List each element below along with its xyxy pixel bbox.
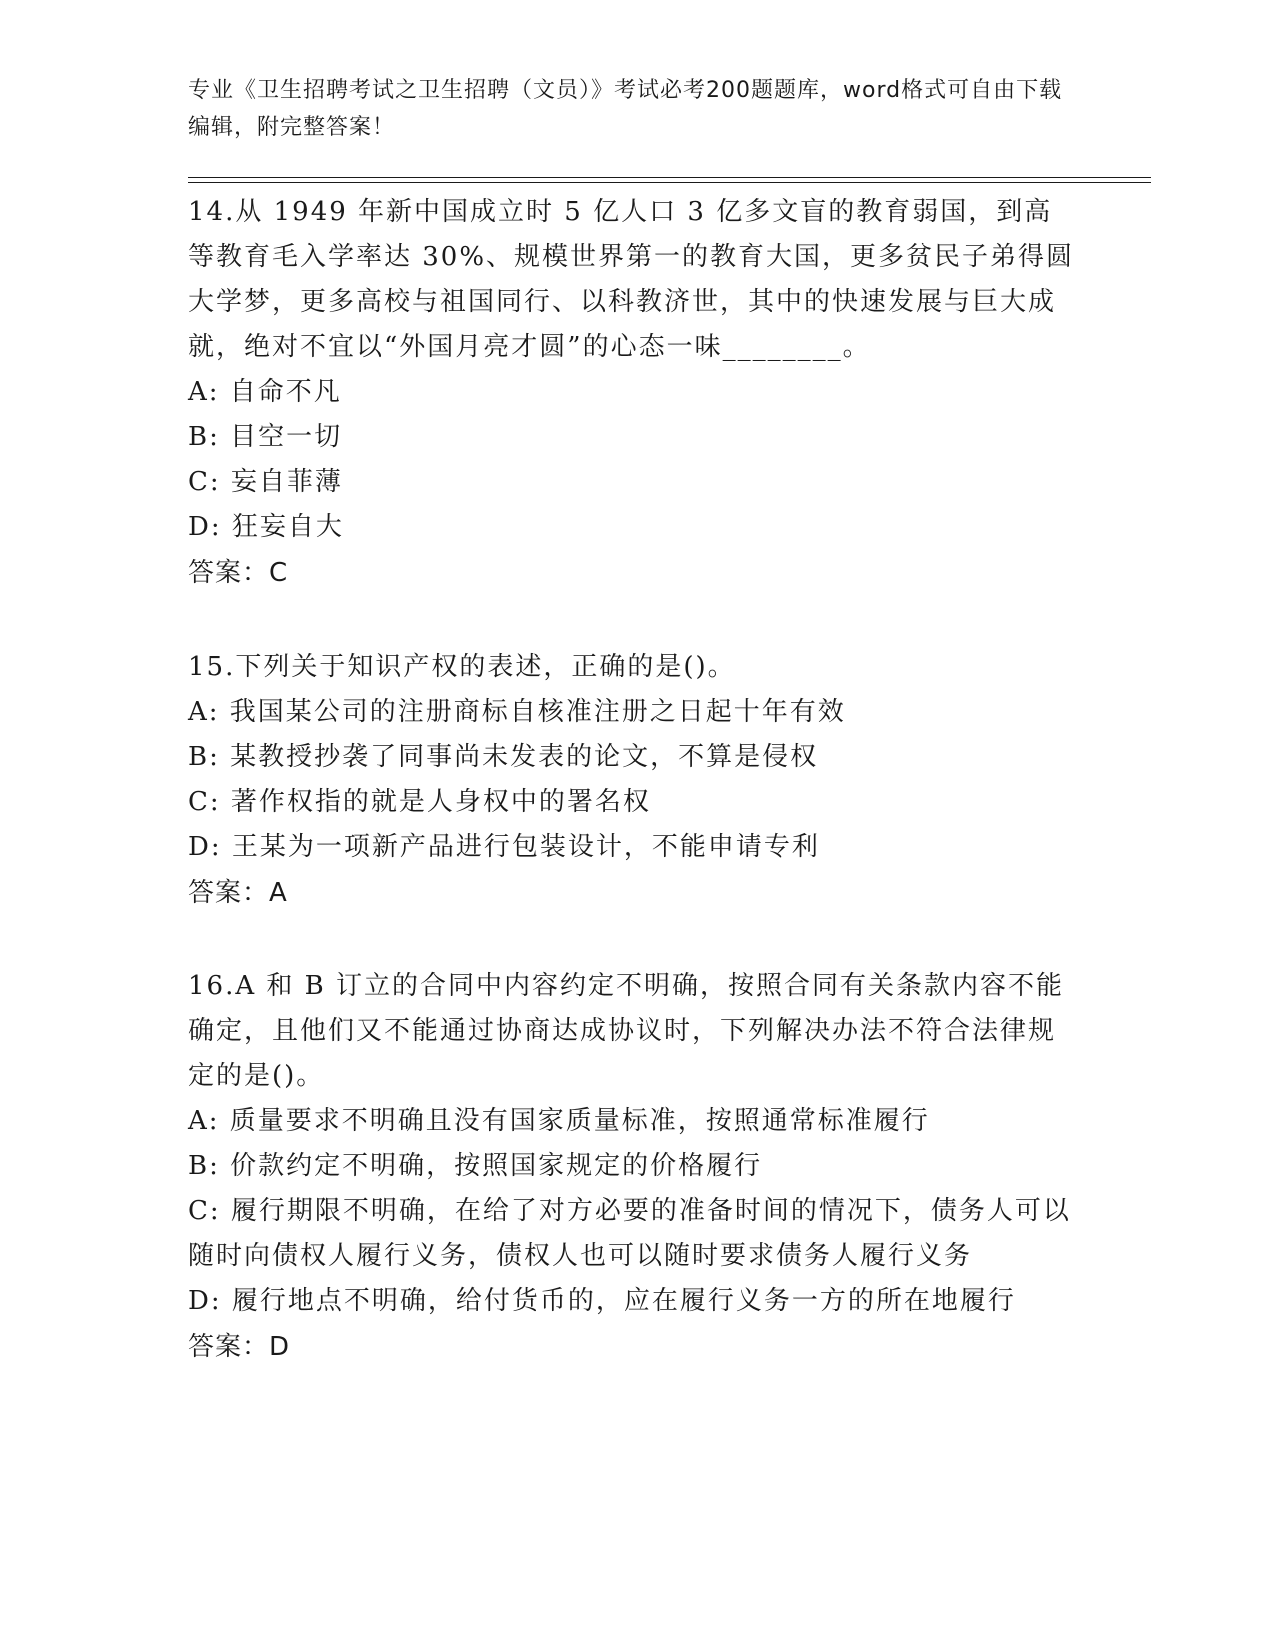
question-stem: 16.A 和 B 订立的合同中内容约定不明确，按照合同有关条款内容不能确定，且他们又不能通过协商达成协议时，下列解决办法不符合法律规定的是()。 [188,971,1065,1091]
option-a: A: 自命不凡 [188,377,342,407]
option-c: C: 著作权指的就是人身权中的署名权 [188,787,651,817]
option-d: D: 王某为一项新产品进行包装设计，不能申请专利 [188,832,820,862]
option-c: C: 妄自菲薄 [188,467,343,497]
answer: 答案：C [188,558,289,588]
answer: 答案：D [188,1332,291,1362]
option-b: B: 价款约定不明确，按照国家规定的价格履行 [188,1151,763,1181]
option-b: B: 某教授抄袭了同事尚未发表的论文，不算是侵权 [188,742,819,772]
option-a: A: 质量要求不明确且没有国家质量标准，按照通常标准履行 [188,1106,930,1136]
document-header: 专业《卫生招聘考试之卫生招聘（文员）》考试必考200题题库，word格式可自由下载编辑，附完整答案！ [188,78,1063,140]
question-16 [188,964,1078,1370]
option-d: D: 履行地点不明确，给付货币的，应在履行义务一方的所在地履行 [188,1286,1016,1316]
question-stem: 14.从 1949 年新中国成立时 5 亿人口 3 亿多文盲的教育弱国，到高等教育毛入学率达 30%、规模世界第一的教育大国，更多贫民子弟得圆大学梦，更多高校与祖国同行、以科教济世，其中的快速发展与巨大成就，绝对不宜以“外国月亮才圆”的心态一味________。 [188,197,1075,362]
question-15 [188,645,1078,916]
question-stem: 15.下列关于知识产权的表述，正确的是()。 [188,652,736,682]
header-rule-top [188,177,1151,178]
option-d: D: 狂妄自大 [188,512,344,542]
question-14 [188,190,1078,596]
option-a: A: 我国某公司的注册商标自核准注册之日起十年有效 [188,697,846,727]
header-rule-bottom [188,182,1151,183]
option-b: B: 目空一切 [188,422,343,452]
option-c: C: 履行期限不明确，在给了对方必要的准备时间的情况下，债务人可以随时向债权人履行义务，债权人也可以随时要求债务人履行义务 [188,1196,1071,1271]
answer: 答案：A [188,878,288,908]
